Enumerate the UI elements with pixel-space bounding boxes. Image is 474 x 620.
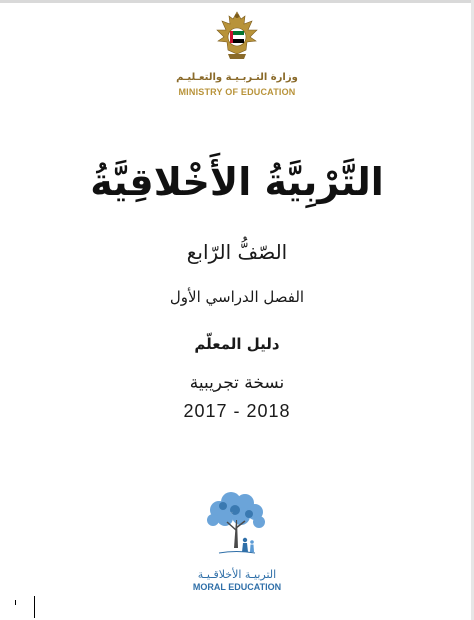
edition-label: نسخة تجريبية	[189, 373, 285, 393]
text-cursor	[34, 596, 35, 618]
teacher-guide-label: دليل المعلّم	[194, 335, 280, 353]
book-title: التَّرْبِيَّةُ الأَخْلاقِيَّةُ	[90, 160, 384, 204]
grade-label: الصّفُّ الرّابع	[186, 240, 288, 264]
academic-year: 2017 - 2018	[183, 401, 291, 421]
semester-label: الفصل الدراسي الأول	[169, 288, 305, 306]
moral-education-name-arabic: التربيـة الأخلاقـيـة	[197, 568, 277, 581]
page-mark	[15, 600, 16, 605]
moral-education-tree-icon	[201, 490, 271, 560]
ministry-name-english: MINISTRY OF EDUCATION	[178, 87, 296, 97]
moral-education-name-english: MORAL EDUCATION	[192, 582, 282, 592]
top-border	[0, 0, 474, 3]
uae-emblem-icon	[212, 10, 262, 62]
ministry-name-arabic: وزارة التـربـيـة والتعـليـم	[176, 72, 298, 83]
